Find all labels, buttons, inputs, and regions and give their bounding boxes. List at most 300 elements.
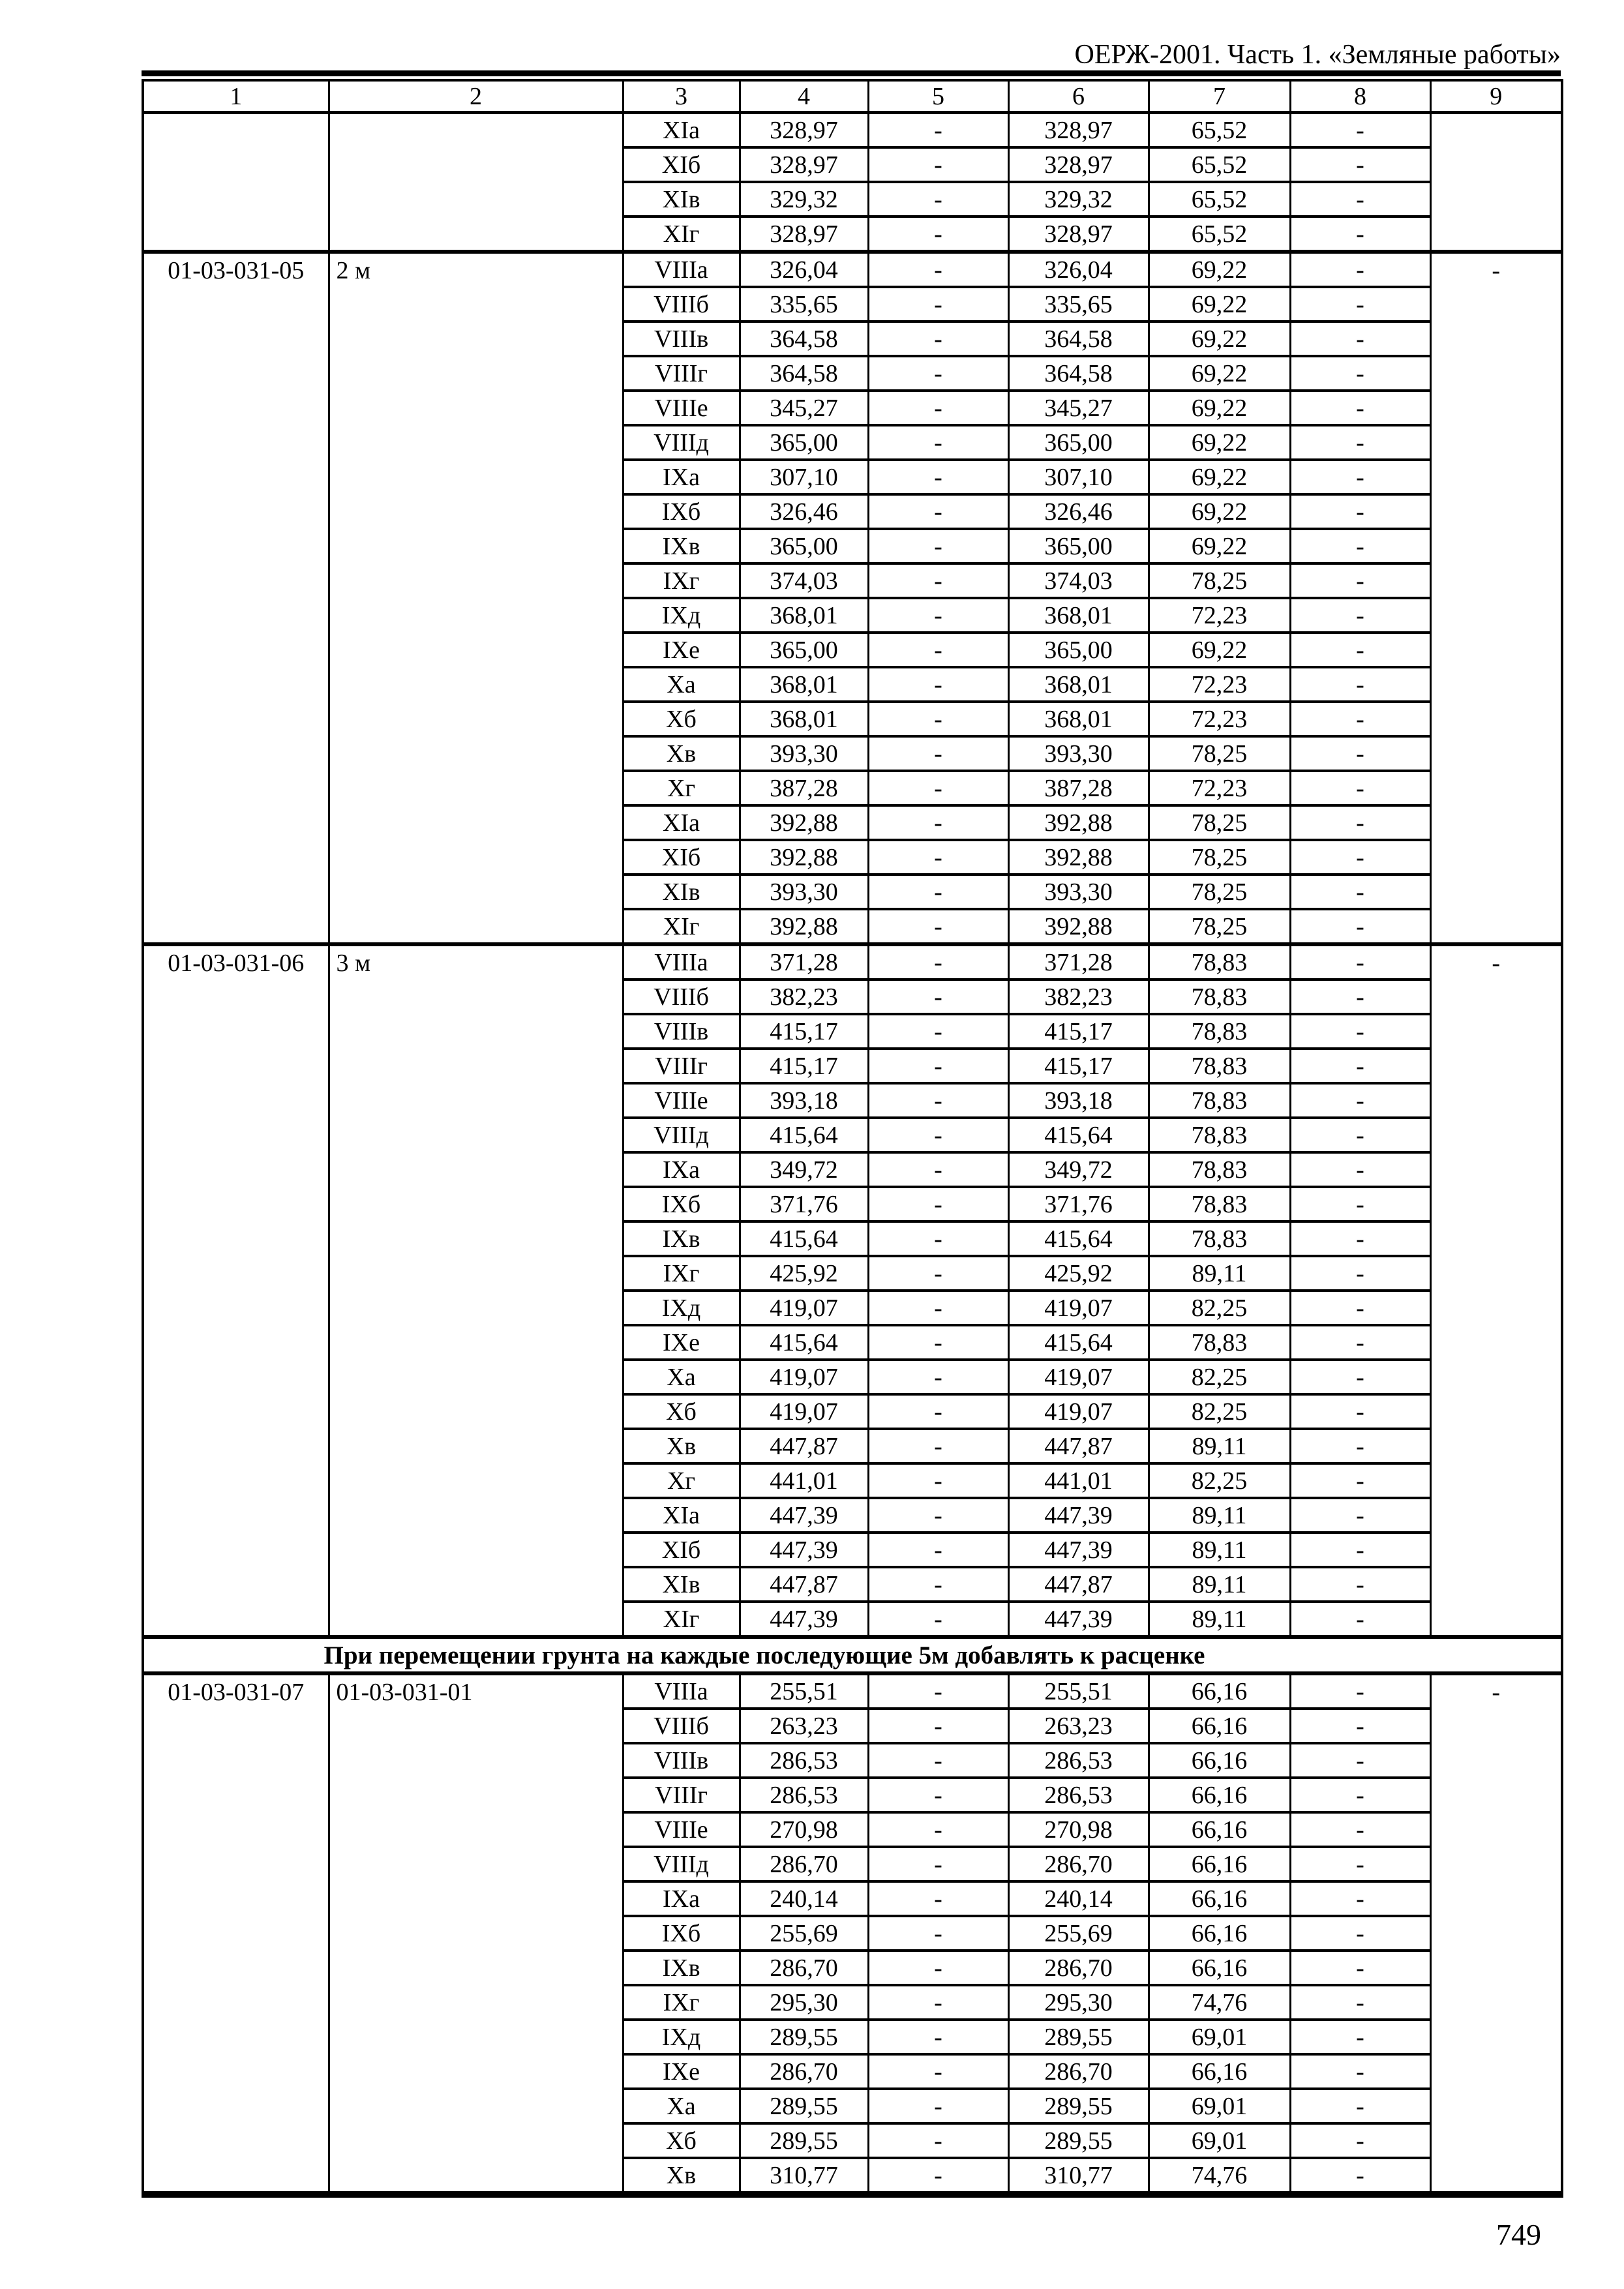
value-labor-cell: 69,22 [1149,633,1290,667]
group-cell: IXб [623,1916,740,1951]
dash-cell: - [1290,1673,1430,1709]
value-direct-cell: 286,53 [740,1778,868,1812]
value-direct-cell: 393,30 [740,736,868,771]
dash-cell: - [868,980,1008,1014]
value-labor-cell: 78,25 [1149,875,1290,909]
dash-cell: - [1290,1533,1430,1567]
value-total-cell: 447,87 [1008,1567,1149,1602]
group-cell: Xв [623,1429,740,1463]
value-total-cell: 328,97 [1008,113,1149,148]
value-direct-cell: 374,03 [740,563,868,598]
dash-cell: - [868,1881,1008,1916]
group-cell: IXд [623,1291,740,1325]
dash-cell: - [1290,1778,1430,1812]
value-total-cell: 393,30 [1008,875,1149,909]
value-labor-cell: 89,11 [1149,1602,1290,1637]
value-labor-cell: 89,11 [1149,1567,1290,1602]
group-cell: VIIIе [623,1812,740,1847]
value-total-cell: 387,28 [1008,771,1149,805]
value-total-cell: 371,28 [1008,944,1149,980]
section-code-cell: 01-03-031-07 [143,1673,329,2194]
table-row [143,252,1562,287]
value-labor-cell: 69,22 [1149,356,1290,391]
value-total-cell: 371,76 [1008,1187,1149,1221]
group-cell: IXд [623,2020,740,2054]
value-labor-cell: 78,25 [1149,563,1290,598]
value-labor-cell: 66,16 [1149,1847,1290,1881]
dash-cell: - [1290,356,1430,391]
group-cell: XIв [623,182,740,217]
value-total-cell: 392,88 [1008,805,1149,840]
value-labor-cell: 78,25 [1149,736,1290,771]
value-total-cell: 374,03 [1008,563,1149,598]
value-direct-cell: 270,98 [740,1812,868,1847]
dash-cell: - [1290,1049,1430,1083]
dash-cell: - [1290,182,1430,217]
value-total-cell: 415,17 [1008,1049,1149,1083]
value-direct-cell: 415,17 [740,1014,868,1049]
value-total-cell: 364,58 [1008,356,1149,391]
section-description-cell: 01-03-031-01 [329,1673,623,2194]
value-labor-cell: 66,16 [1149,1812,1290,1847]
column-header: 8 [1290,80,1430,113]
value-total-cell: 310,77 [1008,2158,1149,2194]
dash-cell: - [868,771,1008,805]
dash-cell: - [868,1360,1008,1394]
col9-cell: - [1430,1673,1562,2194]
value-total-cell: 286,70 [1008,1951,1149,1985]
dash-cell: - [1290,1881,1430,1916]
group-cell: IXб [623,1187,740,1221]
dash-cell: - [868,1498,1008,1533]
group-cell: IXг [623,563,740,598]
dash-cell: - [868,875,1008,909]
value-total-cell: 364,58 [1008,322,1149,356]
dash-cell: - [1290,1429,1430,1463]
column-header: 1 [143,80,329,113]
dash-cell: - [1290,2089,1430,2123]
group-cell: VIIIв [623,1014,740,1049]
value-labor-cell: 72,23 [1149,702,1290,736]
group-cell: VIIIг [623,1778,740,1812]
dash-cell: - [868,425,1008,460]
group-cell: VIIIа [623,1673,740,1709]
group-cell: VIIIа [623,252,740,287]
dash-cell: - [1290,1567,1430,1602]
value-labor-cell: 69,01 [1149,2020,1290,2054]
dash-cell: - [1290,1325,1430,1360]
value-total-cell: 255,51 [1008,1673,1149,1709]
group-cell: IXв [623,1221,740,1256]
value-direct-cell: 368,01 [740,702,868,736]
dash-cell: - [868,667,1008,702]
dash-cell: - [868,1847,1008,1881]
value-labor-cell: 78,83 [1149,980,1290,1014]
value-direct-cell: 415,64 [740,1325,868,1360]
dash-cell: - [1290,1118,1430,1152]
value-labor-cell: 69,22 [1149,460,1290,494]
value-labor-cell: 78,83 [1149,1152,1290,1187]
column-header: 7 [1149,80,1290,113]
dash-cell: - [868,1916,1008,1951]
value-labor-cell: 82,25 [1149,1291,1290,1325]
value-labor-cell: 66,16 [1149,1673,1290,1709]
value-labor-cell: 66,16 [1149,1743,1290,1778]
dash-cell: - [1290,980,1430,1014]
group-cell: IXб [623,494,740,529]
value-direct-cell: 328,97 [740,147,868,182]
group-cell: VIIIд [623,1847,740,1881]
dash-cell: - [1290,667,1430,702]
group-cell: Xб [623,1394,740,1429]
value-direct-cell: 419,07 [740,1394,868,1429]
dash-cell: - [1290,1602,1430,1637]
value-direct-cell: 387,28 [740,771,868,805]
dash-cell: - [868,1187,1008,1221]
dash-cell: - [1290,113,1430,148]
dash-cell: - [868,2020,1008,2054]
group-cell: XIа [623,1498,740,1533]
value-labor-cell: 72,23 [1149,667,1290,702]
value-labor-cell: 69,22 [1149,494,1290,529]
value-labor-cell: 69,22 [1149,322,1290,356]
group-cell: XIв [623,875,740,909]
value-direct-cell: 371,76 [740,1187,868,1221]
value-labor-cell: 89,11 [1149,1533,1290,1567]
value-total-cell: 295,30 [1008,1985,1149,2020]
value-direct-cell: 345,27 [740,391,868,425]
dash-cell: - [868,1014,1008,1049]
value-labor-cell: 69,22 [1149,391,1290,425]
value-labor-cell: 78,83 [1149,1083,1290,1118]
group-cell: VIIIб [623,287,740,322]
value-labor-cell: 74,76 [1149,1985,1290,2020]
value-total-cell: 447,87 [1008,1429,1149,1463]
value-direct-cell: 447,87 [740,1429,868,1463]
value-direct-cell: 425,92 [740,1256,868,1291]
value-total-cell: 393,18 [1008,1083,1149,1118]
value-labor-cell: 82,25 [1149,1360,1290,1394]
value-total-cell: 425,92 [1008,1256,1149,1291]
dash-cell: - [1290,1498,1430,1533]
dash-cell: - [868,1221,1008,1256]
value-direct-cell: 286,53 [740,1743,868,1778]
table-row [143,1673,1562,1709]
value-direct-cell: 415,64 [740,1221,868,1256]
group-cell: VIIIд [623,425,740,460]
value-total-cell: 365,00 [1008,529,1149,563]
dash-cell: - [868,598,1008,633]
group-cell: VIIIе [623,1083,740,1118]
value-labor-cell: 74,76 [1149,2158,1290,2194]
section-description-cell [329,113,623,252]
value-total-cell: 447,39 [1008,1602,1149,1637]
value-total-cell: 382,23 [1008,980,1149,1014]
column-header: 4 [740,80,868,113]
dash-cell: - [1290,494,1430,529]
dash-cell: - [868,2123,1008,2158]
value-total-cell: 415,64 [1008,1118,1149,1152]
value-total-cell: 335,65 [1008,287,1149,322]
group-cell: IXа [623,460,740,494]
value-labor-cell: 66,16 [1149,1778,1290,1812]
dash-cell: - [1290,1187,1430,1221]
group-cell: Xб [623,2123,740,2158]
dash-cell: - [868,356,1008,391]
dash-cell: - [1290,1812,1430,1847]
value-labor-cell: 78,83 [1149,1221,1290,1256]
table-row [143,113,1562,148]
dash-cell: - [1290,598,1430,633]
dash-cell: - [868,252,1008,287]
dash-cell: - [868,1951,1008,1985]
value-labor-cell: 69,22 [1149,287,1290,322]
value-direct-cell: 286,70 [740,1847,868,1881]
header-rule [142,70,1561,76]
value-direct-cell: 419,07 [740,1360,868,1394]
value-total-cell: 328,97 [1008,217,1149,252]
column-header: 2 [329,80,623,113]
dash-cell: - [1290,460,1430,494]
dash-cell: - [1290,944,1430,980]
dash-cell: - [1290,1394,1430,1429]
value-labor-cell: 82,25 [1149,1394,1290,1429]
dash-cell: - [1290,563,1430,598]
column-header: 6 [1008,80,1149,113]
table-header-row [143,80,1562,113]
group-cell: IXв [623,529,740,563]
dash-cell: - [868,2054,1008,2089]
value-direct-cell: 364,58 [740,356,868,391]
value-labor-cell: 69,22 [1149,252,1290,287]
group-cell: IXе [623,1325,740,1360]
value-direct-cell: 368,01 [740,598,868,633]
value-direct-cell: 393,30 [740,875,868,909]
dash-cell: - [1290,217,1430,252]
value-total-cell: 419,07 [1008,1291,1149,1325]
group-cell: IXг [623,1256,740,1291]
group-cell: IXа [623,1152,740,1187]
dash-cell: - [1290,252,1430,287]
value-total-cell: 307,10 [1008,460,1149,494]
dash-cell: - [868,840,1008,875]
value-direct-cell: 328,97 [740,217,868,252]
dash-cell: - [868,217,1008,252]
value-labor-cell: 65,52 [1149,113,1290,148]
dash-cell: - [1290,909,1430,944]
dash-cell: - [1290,529,1430,563]
value-direct-cell: 447,39 [740,1602,868,1637]
dash-cell: - [868,1567,1008,1602]
dash-cell: - [868,322,1008,356]
group-cell: VIIIб [623,980,740,1014]
group-cell: Xг [623,771,740,805]
group-cell: IXв [623,1951,740,1985]
value-direct-cell: 368,01 [740,667,868,702]
value-labor-cell: 66,16 [1149,1951,1290,1985]
dash-cell: - [1290,1083,1430,1118]
value-labor-cell: 66,16 [1149,1881,1290,1916]
dash-cell: - [1290,2020,1430,2054]
value-labor-cell: 69,22 [1149,425,1290,460]
value-labor-cell: 65,52 [1149,217,1290,252]
group-cell: VIIIе [623,391,740,425]
value-direct-cell: 441,01 [740,1463,868,1498]
dash-cell: - [1290,840,1430,875]
dash-cell: - [868,1256,1008,1291]
dash-cell: - [1290,1985,1430,2020]
value-direct-cell: 263,23 [740,1709,868,1743]
group-cell: IXе [623,2054,740,2089]
value-direct-cell: 310,77 [740,2158,868,2194]
section-code-cell: 01-03-031-06 [143,944,329,1637]
value-direct-cell: 286,70 [740,2054,868,2089]
group-cell: VIIIв [623,1743,740,1778]
dash-cell: - [1290,1291,1430,1325]
group-cell: IXа [623,1881,740,1916]
dash-cell: - [868,182,1008,217]
value-direct-cell: 326,04 [740,252,868,287]
dash-cell: - [868,529,1008,563]
dash-cell: - [868,1429,1008,1463]
value-labor-cell: 78,83 [1149,1049,1290,1083]
dash-cell: - [868,1812,1008,1847]
value-total-cell: 328,97 [1008,147,1149,182]
group-cell: XIг [623,217,740,252]
value-total-cell: 368,01 [1008,702,1149,736]
value-direct-cell: 447,87 [740,1567,868,1602]
dash-cell: - [1290,805,1430,840]
value-labor-cell: 89,11 [1149,1498,1290,1533]
dash-cell: - [1290,1256,1430,1291]
value-total-cell: 368,01 [1008,667,1149,702]
col9-cell [1430,113,1562,252]
value-total-cell: 289,55 [1008,2020,1149,2054]
col9-cell: - [1430,252,1562,944]
dash-cell: - [868,287,1008,322]
value-labor-cell: 78,25 [1149,840,1290,875]
group-cell: XIа [623,805,740,840]
value-total-cell: 326,04 [1008,252,1149,287]
value-labor-cell: 72,23 [1149,771,1290,805]
group-cell: Xа [623,667,740,702]
page-number: 749 [1496,2218,1541,2251]
dash-cell: - [1290,147,1430,182]
group-cell: Xб [623,702,740,736]
value-total-cell: 286,70 [1008,1847,1149,1881]
dash-cell: - [868,1463,1008,1498]
value-total-cell: 392,88 [1008,909,1149,944]
group-cell: VIIIг [623,356,740,391]
group-cell: Xа [623,1360,740,1394]
group-cell: Xа [623,2089,740,2123]
dash-cell: - [1290,2158,1430,2194]
column-header: 3 [623,80,740,113]
section-description-cell: 2 м [329,252,623,944]
value-total-cell: 263,23 [1008,1709,1149,1743]
value-labor-cell: 82,25 [1149,1463,1290,1498]
value-total-cell: 368,01 [1008,598,1149,633]
value-labor-cell: 78,83 [1149,1325,1290,1360]
group-cell: XIа [623,113,740,148]
dash-cell: - [868,147,1008,182]
value-total-cell: 286,53 [1008,1743,1149,1778]
value-direct-cell: 349,72 [740,1152,868,1187]
value-labor-cell: 66,16 [1149,1916,1290,1951]
value-direct-cell: 419,07 [740,1291,868,1325]
value-direct-cell: 289,55 [740,2089,868,2123]
dash-cell: - [868,460,1008,494]
value-direct-cell: 240,14 [740,1881,868,1916]
value-labor-cell: 72,23 [1149,598,1290,633]
value-direct-cell: 329,32 [740,182,868,217]
value-total-cell: 415,64 [1008,1221,1149,1256]
dash-cell: - [868,736,1008,771]
value-direct-cell: 393,18 [740,1083,868,1118]
dash-cell: - [868,1709,1008,1743]
dash-cell: - [1290,771,1430,805]
value-total-cell: 419,07 [1008,1360,1149,1394]
dash-cell: - [1290,875,1430,909]
dash-cell: - [868,944,1008,980]
value-total-cell: 365,00 [1008,633,1149,667]
dash-cell: - [868,1291,1008,1325]
value-labor-cell: 69,22 [1149,529,1290,563]
table-body [143,113,1562,2195]
value-direct-cell: 255,69 [740,1916,868,1951]
section-description-cell: 3 м [329,944,623,1637]
col9-cell: - [1430,944,1562,1637]
value-direct-cell: 365,00 [740,633,868,667]
dash-cell: - [868,909,1008,944]
dash-cell: - [868,494,1008,529]
value-direct-cell: 286,70 [740,1951,868,1985]
value-direct-cell: 335,65 [740,287,868,322]
value-direct-cell: 392,88 [740,840,868,875]
dash-cell: - [1290,1951,1430,1985]
dash-cell: - [868,2158,1008,2194]
group-cell: XIг [623,909,740,944]
value-labor-cell: 66,16 [1149,1709,1290,1743]
dash-cell: - [868,702,1008,736]
value-direct-cell: 365,00 [740,425,868,460]
value-labor-cell: 78,25 [1149,805,1290,840]
value-total-cell: 415,17 [1008,1014,1149,1049]
value-direct-cell: 415,17 [740,1049,868,1083]
dash-cell: - [868,633,1008,667]
dash-cell: - [1290,391,1430,425]
value-direct-cell: 415,64 [740,1118,868,1152]
dash-cell: - [868,1083,1008,1118]
section-code-cell: 01-03-031-05 [143,252,329,944]
group-cell: Xв [623,2158,740,2194]
value-total-cell: 441,01 [1008,1463,1149,1498]
value-direct-cell: 365,00 [740,529,868,563]
value-direct-cell: 447,39 [740,1533,868,1567]
dash-cell: - [868,113,1008,148]
dash-cell: - [868,805,1008,840]
dash-cell: - [868,1325,1008,1360]
group-cell: VIIIв [623,322,740,356]
value-direct-cell: 392,88 [740,909,868,944]
dash-cell: - [1290,1014,1430,1049]
group-cell: Xв [623,736,740,771]
value-direct-cell: 371,28 [740,944,868,980]
dash-cell: - [1290,287,1430,322]
rates-table-container [142,70,1561,2198]
value-direct-cell: 364,58 [740,322,868,356]
dash-cell: - [868,1743,1008,1778]
